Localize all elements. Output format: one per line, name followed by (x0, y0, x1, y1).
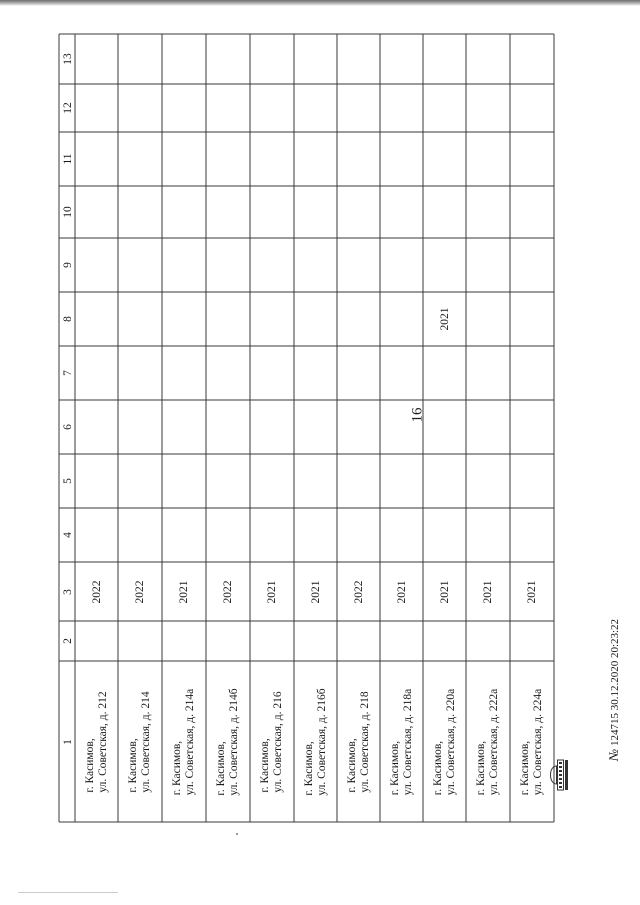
column-header: 6 (62, 424, 74, 430)
column-header: 5 (62, 478, 74, 484)
column-3-year: 2022 (352, 580, 365, 603)
column-header: 2 (62, 638, 74, 644)
row-address (127, 691, 153, 792)
address-city: г. Касимов, (475, 740, 487, 795)
column-3-year: 2021 (395, 580, 408, 603)
column-8-year: 2021 (438, 307, 451, 331)
column-header: 1 (62, 738, 74, 745)
column-header: 12 (62, 102, 74, 114)
address-street: ул. Советская, д. 214а (184, 688, 196, 795)
address-city: г. Касимов, (215, 740, 227, 796)
row-address (84, 691, 110, 792)
address-city: г. Касимов, (127, 737, 139, 793)
column-header: 13 (62, 53, 74, 65)
address-city: г. Касимов, (302, 740, 315, 796)
row-address (389, 688, 415, 794)
address-street: ул. Советская, д. 218 (358, 690, 371, 793)
row-address (475, 688, 501, 794)
column-3-year: 2022 (134, 580, 146, 603)
scan-bottom-mark (18, 892, 118, 893)
column-3-year: 2021 (438, 580, 451, 603)
column-header: 11 (62, 153, 74, 165)
column-header: 9 (62, 262, 74, 268)
row-address (259, 691, 285, 792)
address-street: ул. Советская, д. 212 (96, 690, 109, 793)
column-header: 8 (62, 316, 74, 322)
column-3-year: 2021 (309, 580, 322, 603)
address-street: ул. Советская, д. 218а (401, 688, 414, 795)
seal-emblem (549, 758, 576, 792)
column-header: 10 (62, 206, 74, 218)
address-street: ул. Советская, д. 220а (444, 688, 457, 795)
row-address (171, 688, 197, 794)
address-street: ул. Советская, д. 216 (272, 690, 284, 793)
row-address (519, 688, 545, 794)
address-city: г. Касимов, (345, 737, 358, 793)
column-header: 3 (62, 588, 74, 595)
address-city: г. Касимов, (259, 737, 271, 793)
address-street: ул. Советская, д. 214 (140, 690, 152, 793)
address-street: ул. Советская, д. 222а (488, 688, 500, 795)
address-street: ул. Советская, д. 214б (228, 687, 240, 796)
column-3-year: 2022 (222, 580, 234, 603)
row-address (346, 691, 372, 792)
page-number: 16 (409, 407, 426, 423)
address-city: г. Касимов, (171, 740, 183, 795)
address-city: г. Касимов, (519, 740, 531, 795)
address-city: г. Касимов, (388, 740, 401, 795)
address-city: г. Касимов, (431, 740, 444, 795)
column-3-year: 2022 (90, 580, 103, 603)
row-address (303, 688, 329, 795)
column-header: 7 (62, 370, 74, 376)
row-address (432, 688, 458, 794)
column-3-year: 2021 (266, 580, 278, 603)
registration-number-sign: № (606, 748, 621, 762)
column-header: 4 (62, 532, 74, 538)
scan-speck (236, 833, 238, 835)
registration-stamp (606, 619, 622, 761)
address-city: г. Касимов, (83, 737, 96, 793)
registration-number-text: 124715 30.12.2020 20:23:22 (609, 618, 621, 747)
row-address (215, 688, 241, 795)
column-3-year: 2021 (482, 580, 494, 603)
column-3-year: 2021 (178, 580, 190, 603)
address-street: ул. Советская, д. 224а (532, 688, 544, 795)
column-3-year: 2021 (526, 580, 538, 603)
address-street: ул. Советская, д. 216б (315, 687, 328, 796)
